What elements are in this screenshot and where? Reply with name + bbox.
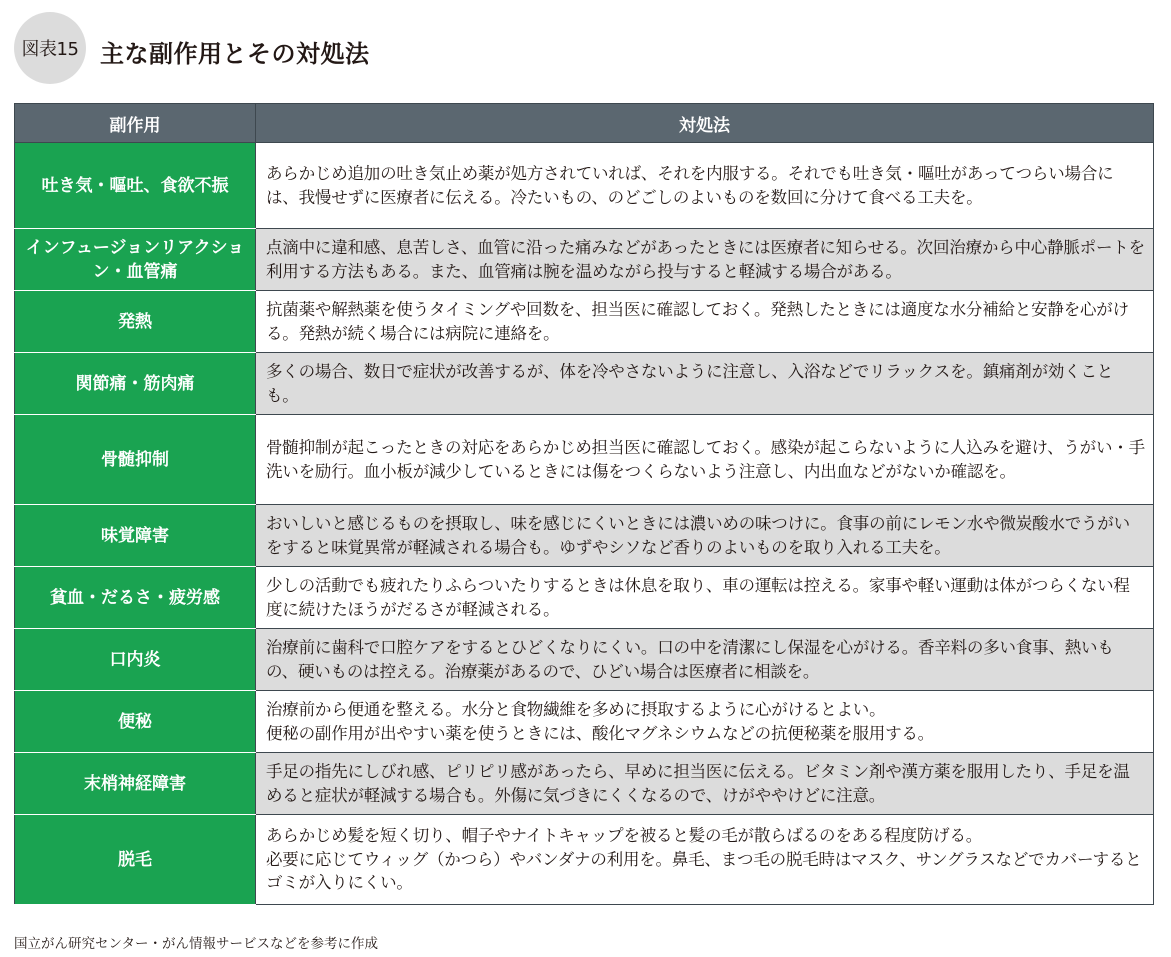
remedy-description: 骨髄抑制が起こったときの対応をあらかじめ担当医に確認しておく。感染が起こらないように人込みを避け、うがい・手洗いを励行。血小板が減少しているときには傷をつくらないよう注意し、内出血などがないか確認を。	[256, 415, 1154, 505]
remedy-description: 点滴中に違和感、息苦しさ、血管に沿った痛みなどがあったときには医療者に知らせる。次回治療から中心静脈ポートを利用する方法もある。また、血管痛は腕を温めながら投与すると軽減する場合がある。	[256, 229, 1154, 291]
side-effect-name: 吐き気・嘔吐、食欲不振	[15, 143, 256, 229]
remedy-description: 手足の指先にしびれ感、ピリピリ感があったら、早めに担当医に伝える。ビタミン剤や漢方薬を服用したり、手足を温めると症状が軽減する場合も。外傷に気づきにくくなるので、けがややけどに注意。	[256, 753, 1154, 815]
remedy-description: 多くの場合、数日で症状が改善するが、体を冷やさないように注意し、入浴などでリラックスを。鎮痛剤が効くことも。	[256, 353, 1154, 415]
side-effect-name: 便秘	[15, 691, 256, 753]
figure-number-badge: 図表15	[14, 12, 86, 84]
column-header-remedy: 対処法	[256, 104, 1154, 143]
table-body	[15, 143, 1154, 905]
side-effect-name: 末梢神経障害	[15, 753, 256, 815]
remedy-description: あらかじめ追加の吐き気止め薬が処方されていれば、それを内服する。それでも吐き気・嘔吐があってつらい場合には、我慢せずに医療者に伝える。冷たいもの、のどごしのよいものを数回に分けて食べる工夫を。	[256, 143, 1154, 229]
side-effect-name: インフュージョンリアクション・血管痛	[15, 229, 256, 291]
table-row	[15, 505, 1154, 567]
side-effect-name: 口内炎	[15, 629, 256, 691]
side-effect-name: 関節痛・筋肉痛	[15, 353, 256, 415]
column-header-effect: 副作用	[15, 104, 256, 143]
table-row	[15, 353, 1154, 415]
table-row	[15, 291, 1154, 353]
table-row	[15, 143, 1154, 229]
table-row	[15, 691, 1154, 753]
side-effect-name: 味覚障害	[15, 505, 256, 567]
table-row	[15, 415, 1154, 505]
remedy-description: おいしいと感じるものを摂取し、味を感じにくいときには濃いめの味つけに。食事の前にレモン水や微炭酸水でうがいをすると味覚異常が軽減される場合も。ゆずやシソなど香りのよいものを取り入れる工夫を。	[256, 505, 1154, 567]
side-effect-name: 脱毛	[15, 815, 256, 905]
remedy-description: 治療前に歯科で口腔ケアをするとひどくなりにくい。口の中を清潔にし保湿を心がける。香辛料の多い食事、熱いもの、硬いものは控える。治療薬があるので、ひどい場合は医療者に相談を。	[256, 629, 1154, 691]
table-row	[15, 567, 1154, 629]
table-row	[15, 753, 1154, 815]
side-effect-name: 発熱	[15, 291, 256, 353]
table-row	[15, 629, 1154, 691]
table-row	[15, 229, 1154, 291]
remedy-description: 抗菌薬や解熱薬を使うタイミングや回数を、担当医に確認しておく。発熱したときには適度な水分補給と安静を心がける。発熱が続く場合には病院に連絡を。	[256, 291, 1154, 353]
side-effect-name: 骨髄抑制	[15, 415, 256, 505]
remedy-description: 治療前から便通を整える。水分と食物繊維を多めに摂取するように心がけるとよい。 便秘の副作用が出やすい薬を使うときには、酸化マグネシウムなどの抗便秘薬を服用する。	[256, 691, 1154, 753]
table-header-row	[15, 104, 1154, 143]
side-effects-table	[14, 103, 1154, 905]
source-note: 国立がん研究センター・がん情報サービスなどを参考に作成	[14, 936, 378, 952]
figure-title: 主な副作用とその対処法	[100, 40, 370, 68]
remedy-description: あらかじめ髪を短く切り、帽子やナイトキャップを被ると髪の毛が散らばるのをある程度防げる。 必要に応じてウィッグ（かつら）やバンダナの利用を。鼻毛、まつ毛の脱毛時はマスク、サングラスなどでカバーするとゴミが入りにくい。	[256, 815, 1154, 905]
side-effect-name: 貧血・だるさ・疲労感	[15, 567, 256, 629]
table-row	[15, 815, 1154, 905]
remedy-description: 少しの活動でも疲れたりふらついたりするときは休息を取り、車の運転は控える。家事や軽い運動は体がつらくない程度に続けたほうがだるさが軽減される。	[256, 567, 1154, 629]
